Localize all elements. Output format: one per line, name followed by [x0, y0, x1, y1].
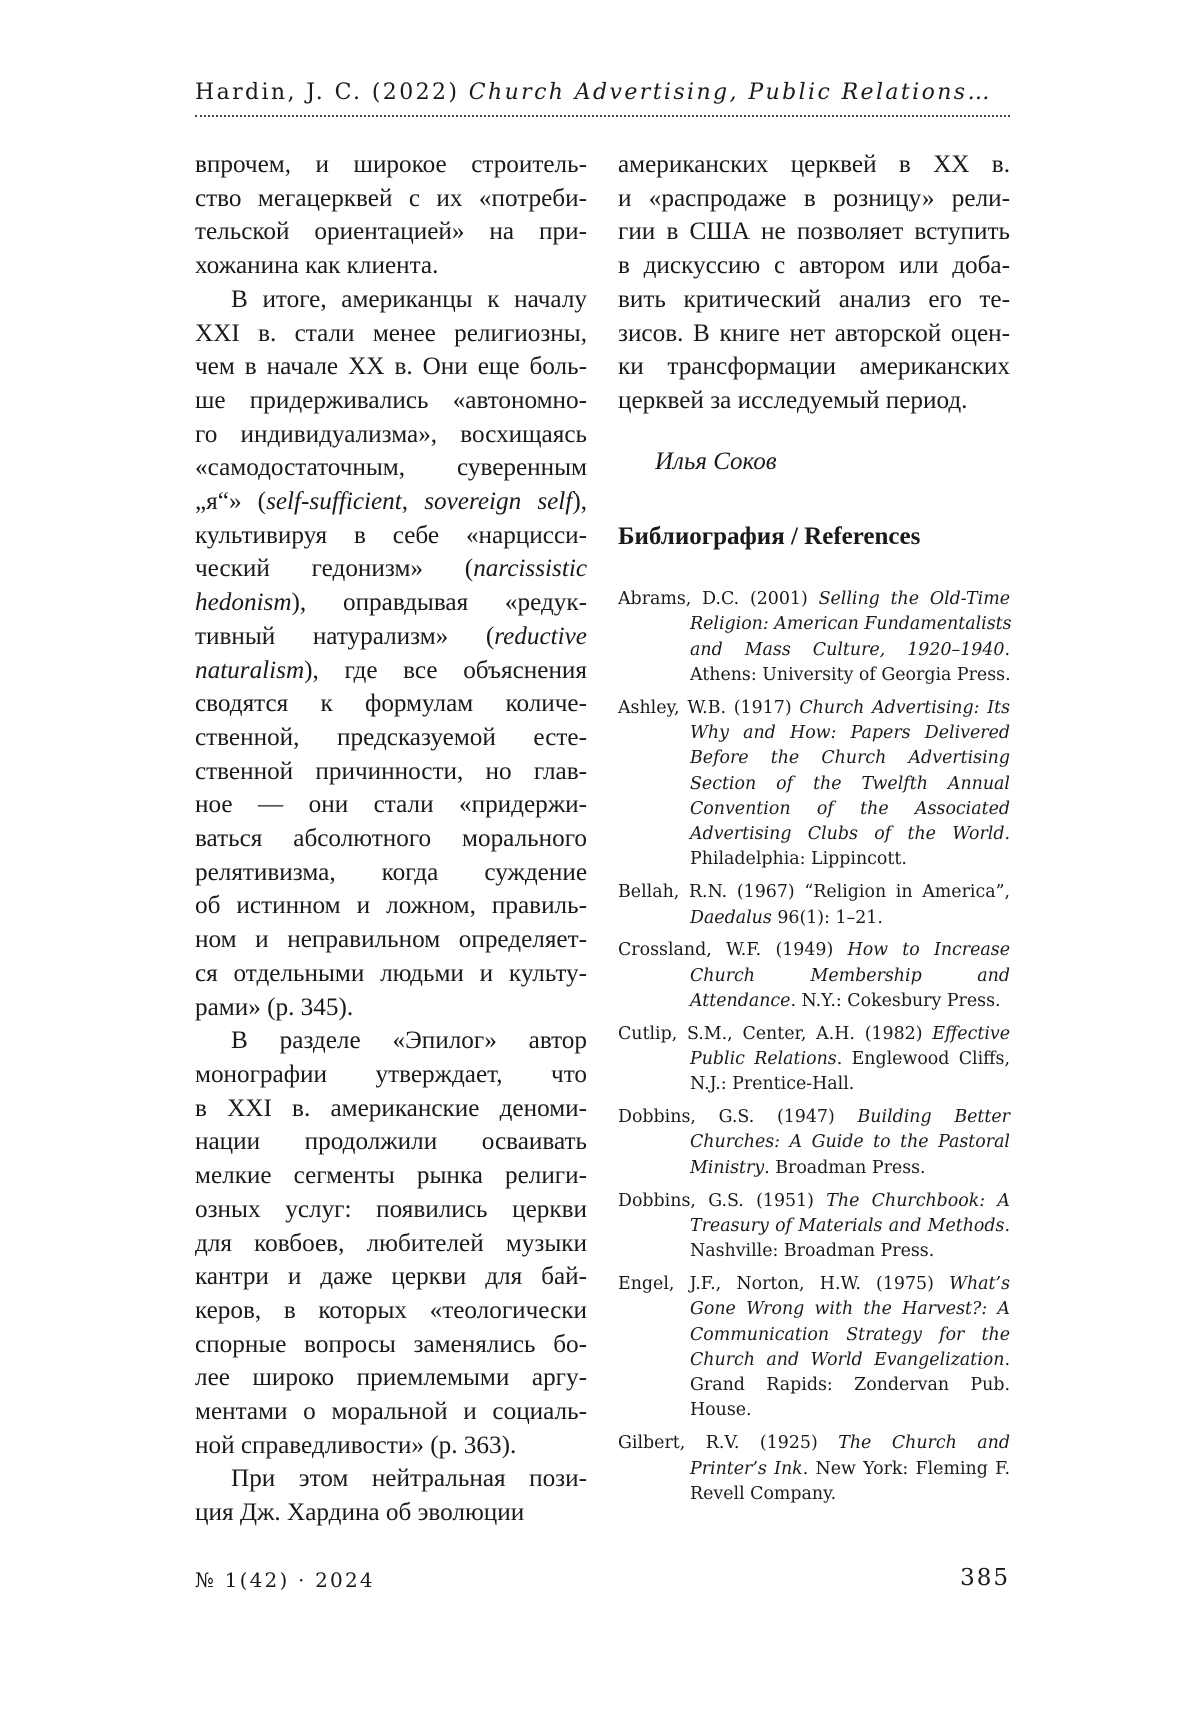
left-column-line: чем в начале XX в. Они еще боль- — [195, 353, 587, 381]
bibliography-title-fragment: Public Relations — [690, 1049, 837, 1070]
bibliography-text-fragment: . — [1004, 1215, 1010, 1236]
bibliography-line — [618, 1189, 1010, 1214]
bibliography-title-fragment: Effective — [932, 1023, 1010, 1044]
left-column-line: ство мегацерквей с их «потреби- — [195, 184, 587, 212]
right-column-line: гии в США не позволяет вступить — [618, 218, 1010, 246]
bibliography-line — [618, 772, 1010, 797]
left-column-line: сводятся к формулам количе- — [195, 690, 587, 718]
bibliography-title-fragment: Printer’s Ink — [690, 1458, 803, 1479]
bibliography-title-fragment: Communication Strategy for the — [690, 1324, 1010, 1345]
left-column-line: для ковбоев, любителей музыки — [195, 1229, 587, 1257]
left-column-line: „я“» (self-sufficient, sovereign self), — [195, 488, 587, 516]
bibliography-entry — [618, 1022, 1010, 1098]
bibliography-text-fragment: . Broadman Press. — [764, 1157, 926, 1178]
bibliography-title-fragment: Religion: American Fundamentalists — [690, 614, 1012, 635]
bibliography-entry — [618, 587, 1010, 688]
left-column-line: При этом нейтральная пози- — [231, 1465, 587, 1493]
bibliography-line — [618, 1130, 1010, 1155]
left-column-line: ственной причинности, но глав- — [195, 757, 587, 785]
bibliography-text-fragment: . — [1004, 824, 1010, 845]
bibliography-title-fragment: Before the Church Advertising — [690, 748, 1010, 769]
bibliography-text-fragment: Grand Rapids: Zondervan Pub. — [690, 1375, 1010, 1396]
bibliography-title-fragment: Ministry — [690, 1157, 765, 1178]
left-column-line: культивируя в себе «нарцисси- — [195, 521, 587, 549]
bibliography-text-fragment: . N.Y.: Cokesbury Press. — [790, 990, 1001, 1011]
bibliography-line — [618, 1323, 1010, 1348]
left-column-line: об истинном и ложном, правиль- — [195, 892, 587, 920]
right-column-line: американских церквей в XX в. — [618, 151, 1010, 178]
bibliography-line — [618, 1373, 1010, 1398]
bibliography-line — [618, 1348, 1010, 1373]
header-citation: Hardin, J. C. (2022) — [195, 80, 469, 105]
bibliography-entry — [618, 1431, 1010, 1507]
bibliography-entry — [618, 1272, 1010, 1424]
header-dotted-rule — [195, 115, 1010, 117]
left-column-line: ном и неправильном определяет- — [195, 926, 587, 954]
bibliography-line — [618, 822, 1010, 847]
bibliography-text-fragment: Dobbins, G.S. (1947) — [618, 1107, 858, 1128]
left-column-line: «самодостаточным, суверенным — [195, 454, 587, 482]
bibliography-line — [618, 1398, 1010, 1423]
bibliography-text-fragment: N.J.: Prentice-Hall. — [690, 1074, 855, 1095]
bibliography-line — [618, 1297, 1010, 1322]
bibliography-text-fragment: . Englewood Cliffs, — [836, 1049, 1010, 1070]
bibliography-title-fragment: Church Membership and — [690, 965, 1010, 986]
left-column-line: релятивизма, когда суждение — [195, 858, 587, 886]
left-column-line: hedonism), оправдывая «редук- — [195, 589, 587, 617]
bibliography-line — [618, 1214, 1010, 1239]
right-text-column — [618, 148, 1010, 418]
bibliography-title-fragment: Attendance — [690, 990, 791, 1011]
right-column-line: зисов. В книге нет авторской оцен- — [618, 319, 1010, 347]
bibliography-list — [618, 587, 1010, 1515]
bibliography-entry — [618, 1189, 1010, 1265]
bibliography-text-fragment: Athens: University of Georgia Press. — [690, 664, 1011, 685]
bibliography-title-fragment: Convention of the Associated — [690, 798, 1010, 819]
left-column-line: монографии утверждает, что — [195, 1060, 587, 1088]
left-column-line: ся отдельными людьми и культу- — [195, 959, 587, 987]
bibliography-line — [618, 1482, 1010, 1507]
left-column-line: нации продолжили осваивать — [195, 1128, 587, 1156]
bibliography-line — [618, 906, 1010, 931]
right-column-line: и «распродаже в розницу» рели- — [618, 184, 1010, 212]
left-column-line: ческий гедонизм» (narcissistic — [195, 555, 587, 583]
bibliography-text-fragment: Revell Company. — [690, 1483, 837, 1504]
bibliography-line — [618, 1022, 1010, 1047]
left-column-line: впрочем, и широкое строитель- — [195, 151, 587, 178]
bibliography-title-fragment: Churches: A Guide to the Pastoral — [690, 1132, 1010, 1153]
bibliography-title-fragment: What’s — [949, 1273, 1010, 1294]
bibliography-title-fragment: Building Better — [857, 1107, 1010, 1128]
running-header — [195, 80, 1010, 105]
bibliography-line — [618, 587, 1010, 612]
bibliography-title-fragment: Why and How: Papers Delivered — [690, 722, 1010, 743]
bibliography-line — [618, 1072, 1010, 1097]
bibliography-line — [618, 696, 1010, 721]
bibliography-line — [618, 1105, 1010, 1130]
bibliography-entry — [618, 938, 1010, 1014]
bibliography-line — [618, 1431, 1010, 1456]
left-column-line: naturalism), где все объяснения — [195, 656, 587, 684]
bibliography-text-fragment: Philadelphia: Lippincott. — [690, 849, 907, 870]
left-column-line: озных услуг: появились церкви — [195, 1195, 587, 1223]
page-number: 385 — [960, 1565, 1010, 1591]
bibliography-line — [618, 1457, 1010, 1482]
bibliography-title-fragment: Selling the Old-Time — [818, 589, 1010, 609]
bibliography-title-fragment: Advertising Clubs of the World — [690, 824, 1005, 845]
bibliography-line — [618, 1156, 1010, 1181]
bibliography-text-fragment: Gilbert, R.V. (1925) — [618, 1433, 839, 1454]
left-column-line: ное — они стали «придержи- — [195, 791, 587, 819]
issue-number: № 1(42) · 2024 — [195, 1568, 375, 1592]
right-column-line: в дискуссию с автором или доба- — [618, 252, 1010, 280]
bibliography-text-fragment: Dobbins, G.S. (1951) — [618, 1190, 827, 1211]
left-column-line: ция Дж. Хардина об эволюции — [195, 1499, 525, 1527]
bibliography-line — [618, 880, 1010, 905]
bibliography-title-fragment: Treasury of Materials and Methods — [690, 1215, 1005, 1236]
bibliography-line — [618, 1272, 1010, 1297]
bibliography-entry — [618, 1105, 1010, 1181]
left-column-line: спорные вопросы заменялись бо- — [195, 1330, 587, 1358]
bibliography-text-fragment: Crossland, W.F. (1949) — [618, 940, 848, 961]
bibliography-line — [618, 938, 1010, 963]
left-column-line: ше придерживались «автономно- — [195, 386, 587, 414]
bibliography-text-fragment: Engel, J.F., Norton, H.W. (1975) — [618, 1273, 950, 1294]
bibliography-line — [618, 797, 1010, 822]
left-column-line: ваться абсолютного морального — [195, 825, 587, 853]
left-column-line: в XXI в. американские деноми- — [195, 1094, 587, 1122]
bibliography-title-fragment: The Churchbook: A — [826, 1190, 1010, 1211]
bibliography-line — [618, 721, 1010, 746]
right-column-line: церквей за исследуемый период. — [618, 386, 968, 414]
bibliography-line — [618, 1047, 1010, 1072]
review-author-signature: Илья Соков — [655, 448, 777, 475]
bibliography-title-fragment: Daedalus — [690, 907, 772, 928]
bibliography-title-fragment: and Mass Culture, 1920–1940 — [690, 639, 1005, 660]
bibliography-text-fragment: House. — [690, 1400, 752, 1421]
bibliography-text-fragment: Abrams, D.C. (2001) — [618, 589, 819, 609]
bibliography-title-fragment: How to Increase — [847, 940, 1010, 961]
bibliography-line — [618, 663, 1010, 688]
bibliography-entry — [618, 880, 1010, 931]
left-column-line: рами» (p. 345). — [195, 993, 354, 1021]
bibliography-text-fragment: Bellah, R.N. (1967) “Religion in America”, — [618, 882, 1010, 903]
left-column-line: керов, в которых «теологически — [195, 1296, 587, 1324]
left-column-line: XXI в. стали менее религиозны, — [195, 319, 587, 347]
left-column-line: ственной, предсказуемой есте- — [195, 723, 587, 751]
left-text-column — [195, 148, 587, 1530]
bibliography-text-fragment: . — [1004, 1349, 1010, 1370]
header-book-title: Church Advertising, Public Relations… — [468, 80, 992, 105]
bibliography-text-fragment: Nashville: Broadman Press. — [690, 1241, 935, 1262]
left-column-line: тельской ориентацией» на при- — [195, 218, 587, 246]
bibliography-title-fragment: The Church and — [838, 1433, 1010, 1454]
right-column-line: вить критический анализ его те- — [618, 285, 1010, 313]
left-column-line: кантри и даже церкви для бай- — [195, 1263, 587, 1291]
bibliography-title-fragment: Gone Wrong with the Harvest?: A — [690, 1299, 1010, 1320]
bibliography-line — [618, 989, 1010, 1014]
bibliography-text-fragment: Cutlip, S.M., Center, A.H. (1982) — [618, 1023, 933, 1044]
bibliography-line — [618, 964, 1010, 989]
bibliography-title-fragment: Church and World Evangelization — [690, 1349, 1005, 1370]
left-column-line: ной справедливости» (p. 363). — [195, 1431, 517, 1459]
left-column-line: ментами о моральной и социаль- — [195, 1398, 587, 1426]
bibliography-text-fragment: Ashley, W.B. (1917) — [618, 697, 800, 718]
bibliography-line — [618, 612, 1010, 637]
bibliography-text-fragment: 96(1): 1–21. — [771, 907, 883, 928]
bibliography-line — [618, 638, 1010, 663]
left-column-line: В итоге, американцы к началу — [231, 285, 587, 313]
bibliography-title-fragment: Church Advertising: Its — [799, 697, 1010, 718]
bibliography-line — [618, 746, 1010, 771]
bibliography-title-fragment: Section of the Twelfth Annual — [690, 773, 1010, 794]
left-column-line: мелкие сегменты рынка религи- — [195, 1162, 587, 1190]
left-column-line: лее широко приемлемыми аргу- — [195, 1364, 587, 1392]
left-column-line: В разделе «Эпилог» автор — [231, 1027, 587, 1055]
bibliography-heading: Библиография / References — [618, 523, 921, 550]
left-column-line: хожанина как клиента. — [195, 252, 439, 280]
left-column-line: тивный натурализм» (reductive — [195, 622, 587, 650]
bibliography-text-fragment: . New York: Fleming F. — [802, 1458, 1011, 1479]
bibliography-line — [618, 847, 1010, 872]
bibliography-entry — [618, 696, 1010, 873]
bibliography-text-fragment: . — [1004, 639, 1010, 660]
bibliography-line — [618, 1239, 1010, 1264]
right-column-line: ки трансформации американских — [618, 353, 1010, 381]
left-column-line: го индивидуализма», восхищаясь — [195, 420, 587, 448]
